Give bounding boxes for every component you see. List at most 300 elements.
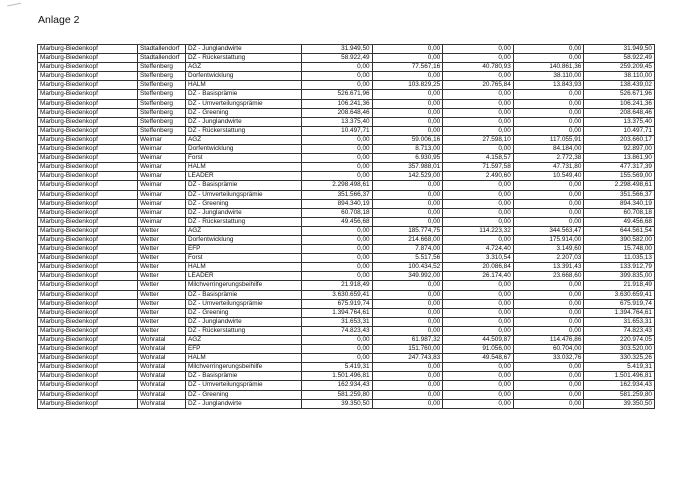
value-cell-2: 0,00 bbox=[372, 299, 443, 308]
landkreis-cell: Marburg-Biedenkopf bbox=[38, 63, 138, 72]
massnahme-cell: DZ - Basisprämie bbox=[186, 181, 302, 190]
value-cell-4: 0,00 bbox=[513, 399, 584, 408]
value-cell-1: 60.708,18 bbox=[302, 208, 373, 217]
massnahme-cell: AGZ bbox=[186, 63, 302, 72]
value-cell-2: 247.743,83 bbox=[372, 354, 443, 363]
value-cell-3: 0,00 bbox=[443, 399, 514, 408]
massnahme-cell: DZ - Junglandwirte bbox=[186, 45, 302, 54]
gemeinde-cell: Stadtallendorf bbox=[138, 45, 186, 54]
massnahme-cell: DZ - Rückerstattung bbox=[186, 126, 302, 135]
value-cell-3: 0,00 bbox=[443, 126, 514, 135]
value-cell-1: 0,00 bbox=[302, 81, 373, 90]
value-cell-3: 0,00 bbox=[443, 72, 514, 81]
value-cell-2: 5.517,56 bbox=[372, 254, 443, 263]
value-cell-3: 2.490,60 bbox=[443, 172, 514, 181]
gemeinde-cell: Wohratal bbox=[138, 354, 186, 363]
value-cell-4: 60.704,00 bbox=[513, 345, 584, 354]
value-cell-3: 0,00 bbox=[443, 326, 514, 335]
landkreis-cell: Marburg-Biedenkopf bbox=[38, 345, 138, 354]
massnahme-cell: DZ - Greening bbox=[186, 108, 302, 117]
gemeinde-cell: Wetter bbox=[138, 272, 186, 281]
massnahme-cell: AGZ bbox=[186, 135, 302, 144]
landkreis-cell: Marburg-Biedenkopf bbox=[38, 254, 138, 263]
value-cell-1: 0,00 bbox=[302, 254, 373, 263]
value-cell-4: 0,00 bbox=[513, 390, 584, 399]
landkreis-cell: Marburg-Biedenkopf bbox=[38, 226, 138, 235]
total-cell: 259.209,45 bbox=[584, 63, 655, 72]
massnahme-cell: Forst bbox=[186, 154, 302, 163]
value-cell-2: 0,00 bbox=[372, 54, 443, 63]
value-cell-1: 675.919,74 bbox=[302, 299, 373, 308]
massnahme-cell: DZ - Basisprämie bbox=[186, 290, 302, 299]
value-cell-1: 58.922,49 bbox=[302, 54, 373, 63]
value-cell-2: 61.987,32 bbox=[372, 336, 443, 345]
table-row bbox=[38, 399, 655, 408]
value-cell-3: 40.780,93 bbox=[443, 63, 514, 72]
landkreis-cell: Marburg-Biedenkopf bbox=[38, 163, 138, 172]
total-cell: 31.653,31 bbox=[584, 317, 655, 326]
value-cell-2: 142.529,00 bbox=[372, 172, 443, 181]
value-cell-4: 10.549,40 bbox=[513, 172, 584, 181]
gemeinde-cell: Weimar bbox=[138, 172, 186, 181]
value-cell-1: 0,00 bbox=[302, 72, 373, 81]
total-cell: 60.708,18 bbox=[584, 208, 655, 217]
landkreis-cell: Marburg-Biedenkopf bbox=[38, 372, 138, 381]
massnahme-cell: EFP bbox=[186, 245, 302, 254]
value-cell-3: 49.548,67 bbox=[443, 354, 514, 363]
value-cell-4: 0,00 bbox=[513, 317, 584, 326]
value-cell-1: 1.394.764,61 bbox=[302, 308, 373, 317]
value-cell-2: 59.006,16 bbox=[372, 135, 443, 144]
massnahme-cell: DZ - Junglandwirte bbox=[186, 117, 302, 126]
value-cell-3: 71.597,58 bbox=[443, 163, 514, 172]
value-cell-1: 0,00 bbox=[302, 354, 373, 363]
landkreis-cell: Marburg-Biedenkopf bbox=[38, 145, 138, 154]
value-cell-2: 0,00 bbox=[372, 290, 443, 299]
value-cell-2: 0,00 bbox=[372, 317, 443, 326]
value-cell-1: 0,00 bbox=[302, 272, 373, 281]
value-cell-4: 114.476,86 bbox=[513, 336, 584, 345]
value-cell-2: 0,00 bbox=[372, 326, 443, 335]
value-cell-2: 0,00 bbox=[372, 308, 443, 317]
gemeinde-cell: Wohratal bbox=[138, 363, 186, 372]
massnahme-cell: HALM bbox=[186, 354, 302, 363]
total-cell: 644.561,54 bbox=[584, 226, 655, 235]
value-cell-3: 0,00 bbox=[443, 290, 514, 299]
value-cell-4: 0,00 bbox=[513, 208, 584, 217]
landkreis-cell: Marburg-Biedenkopf bbox=[38, 308, 138, 317]
massnahme-cell: DZ - Umverteilungsprämie bbox=[186, 99, 302, 108]
scan-mark bbox=[7, 3, 23, 15]
massnahme-cell: DZ - Basisprämie bbox=[186, 372, 302, 381]
value-cell-1: 21.918,49 bbox=[302, 281, 373, 290]
value-cell-3: 0,00 bbox=[443, 90, 514, 99]
landkreis-cell: Marburg-Biedenkopf bbox=[38, 172, 138, 181]
value-cell-4: 0,00 bbox=[513, 190, 584, 199]
massnahme-cell: DZ - Umverteilungsprämie bbox=[186, 190, 302, 199]
value-cell-4: 3.149,60 bbox=[513, 245, 584, 254]
table-row bbox=[38, 299, 655, 308]
massnahme-cell: DZ - Junglandwirte bbox=[186, 317, 302, 326]
table-row bbox=[38, 172, 655, 181]
gemeinde-cell: Steffenberg bbox=[138, 99, 186, 108]
value-cell-2: 0,00 bbox=[372, 399, 443, 408]
total-cell: 38.110,00 bbox=[584, 72, 655, 81]
total-cell: 11.035,13 bbox=[584, 254, 655, 263]
gemeinde-cell: Wohratal bbox=[138, 381, 186, 390]
massnahme-cell: Milchverringerungsbeihilfe bbox=[186, 363, 302, 372]
value-cell-1: 894.340,19 bbox=[302, 199, 373, 208]
landkreis-cell: Marburg-Biedenkopf bbox=[38, 135, 138, 144]
massnahme-cell: Dorfentwicklung bbox=[186, 235, 302, 244]
value-cell-4: 47.731,80 bbox=[513, 163, 584, 172]
value-cell-4: 0,00 bbox=[513, 54, 584, 63]
total-cell: 208.648,46 bbox=[584, 108, 655, 117]
table-row bbox=[38, 126, 655, 135]
value-cell-2: 100.434,52 bbox=[372, 263, 443, 272]
value-cell-4: 33.032,76 bbox=[513, 354, 584, 363]
value-cell-3: 3.310,54 bbox=[443, 254, 514, 263]
table-row bbox=[38, 163, 655, 172]
table-row bbox=[38, 145, 655, 154]
gemeinde-cell: Wetter bbox=[138, 299, 186, 308]
landkreis-cell: Marburg-Biedenkopf bbox=[38, 90, 138, 99]
table-row bbox=[38, 272, 655, 281]
value-cell-2: 0,00 bbox=[372, 108, 443, 117]
table-row bbox=[38, 99, 655, 108]
landkreis-cell: Marburg-Biedenkopf bbox=[38, 363, 138, 372]
table-row bbox=[38, 208, 655, 217]
value-cell-1: 74.823,43 bbox=[302, 326, 373, 335]
value-cell-2: 0,00 bbox=[372, 208, 443, 217]
value-cell-4: 38.110,00 bbox=[513, 72, 584, 81]
value-cell-1: 0,00 bbox=[302, 336, 373, 345]
total-cell: 39.350,50 bbox=[584, 399, 655, 408]
value-cell-4: 0,00 bbox=[513, 108, 584, 117]
value-cell-2: 0,00 bbox=[372, 381, 443, 390]
massnahme-cell: LEADER bbox=[186, 272, 302, 281]
value-cell-2: 349.992,00 bbox=[372, 272, 443, 281]
landkreis-cell: Marburg-Biedenkopf bbox=[38, 390, 138, 399]
total-cell: 92.897,00 bbox=[584, 145, 655, 154]
table-row bbox=[38, 217, 655, 226]
landkreis-cell: Marburg-Biedenkopf bbox=[38, 399, 138, 408]
value-cell-2: 0,00 bbox=[372, 217, 443, 226]
total-cell: 13.375,40 bbox=[584, 117, 655, 126]
value-cell-4: 0,00 bbox=[513, 99, 584, 108]
table-row bbox=[38, 381, 655, 390]
total-cell: 10.497,71 bbox=[584, 126, 655, 135]
landkreis-cell: Marburg-Biedenkopf bbox=[38, 190, 138, 199]
table-row bbox=[38, 254, 655, 263]
landkreis-cell: Marburg-Biedenkopf bbox=[38, 208, 138, 217]
value-cell-3: 0,00 bbox=[443, 145, 514, 154]
massnahme-cell: LEADER bbox=[186, 172, 302, 181]
value-cell-1: 13.375,40 bbox=[302, 117, 373, 126]
value-cell-3: 0,00 bbox=[443, 181, 514, 190]
value-cell-3: 4.158,57 bbox=[443, 154, 514, 163]
gemeinde-cell: Weimar bbox=[138, 217, 186, 226]
table-row bbox=[38, 54, 655, 63]
value-cell-2: 7.874,00 bbox=[372, 245, 443, 254]
gemeinde-cell: Weimar bbox=[138, 181, 186, 190]
value-cell-1: 0,00 bbox=[302, 135, 373, 144]
gemeinde-cell: Wetter bbox=[138, 226, 186, 235]
value-cell-3: 44.509,87 bbox=[443, 336, 514, 345]
landkreis-cell: Marburg-Biedenkopf bbox=[38, 317, 138, 326]
massnahme-cell: AGZ bbox=[186, 226, 302, 235]
gemeinde-cell: Steffenberg bbox=[138, 117, 186, 126]
landkreis-cell: Marburg-Biedenkopf bbox=[38, 81, 138, 90]
value-cell-3: 4.724,40 bbox=[443, 245, 514, 254]
landkreis-cell: Marburg-Biedenkopf bbox=[38, 108, 138, 117]
value-cell-3: 26.174,40 bbox=[443, 272, 514, 281]
value-cell-1: 31.949,50 bbox=[302, 45, 373, 54]
value-cell-4: 23.668,60 bbox=[513, 272, 584, 281]
total-cell: 13.861,90 bbox=[584, 154, 655, 163]
value-cell-2: 0,00 bbox=[372, 99, 443, 108]
value-cell-4: 0,00 bbox=[513, 290, 584, 299]
value-cell-4: 0,00 bbox=[513, 90, 584, 99]
value-cell-1: 0,00 bbox=[302, 263, 373, 272]
gemeinde-cell: Wohratal bbox=[138, 390, 186, 399]
value-cell-1: 0,00 bbox=[302, 163, 373, 172]
table-row bbox=[38, 336, 655, 345]
table-row bbox=[38, 290, 655, 299]
value-cell-2: 0,00 bbox=[372, 372, 443, 381]
massnahme-cell: AGZ bbox=[186, 336, 302, 345]
massnahme-cell: Dorfentwicklung bbox=[186, 145, 302, 154]
gemeinde-cell: Weimar bbox=[138, 145, 186, 154]
value-cell-4: 0,00 bbox=[513, 126, 584, 135]
table-row bbox=[38, 245, 655, 254]
total-cell: 21.918,49 bbox=[584, 281, 655, 290]
landkreis-cell: Marburg-Biedenkopf bbox=[38, 245, 138, 254]
total-cell: 31.949,50 bbox=[584, 45, 655, 54]
value-cell-4: 0,00 bbox=[513, 372, 584, 381]
gemeinde-cell: Wohratal bbox=[138, 372, 186, 381]
value-cell-2: 6.930,95 bbox=[372, 154, 443, 163]
total-cell: 3.630.659,41 bbox=[584, 290, 655, 299]
value-cell-1: 0,00 bbox=[302, 345, 373, 354]
value-cell-1: 351.566,37 bbox=[302, 190, 373, 199]
value-cell-4: 344.563,47 bbox=[513, 226, 584, 235]
value-cell-1: 106.241,36 bbox=[302, 99, 373, 108]
value-cell-4: 0,00 bbox=[513, 199, 584, 208]
landkreis-cell: Marburg-Biedenkopf bbox=[38, 299, 138, 308]
massnahme-cell: HALM bbox=[186, 163, 302, 172]
landkreis-cell: Marburg-Biedenkopf bbox=[38, 126, 138, 135]
value-cell-2: 0,00 bbox=[372, 45, 443, 54]
table-row bbox=[38, 317, 655, 326]
total-cell: 399.835,00 bbox=[584, 272, 655, 281]
gemeinde-cell: Wetter bbox=[138, 281, 186, 290]
table-row bbox=[38, 135, 655, 144]
total-cell: 675.919,74 bbox=[584, 299, 655, 308]
value-cell-1: 581.259,80 bbox=[302, 390, 373, 399]
gemeinde-cell: Wetter bbox=[138, 308, 186, 317]
value-cell-1: 39.350,50 bbox=[302, 399, 373, 408]
total-cell: 1.501.496,81 bbox=[584, 372, 655, 381]
value-cell-1: 0,00 bbox=[302, 154, 373, 163]
value-cell-3: 114.223,32 bbox=[443, 226, 514, 235]
value-cell-3: 0,00 bbox=[443, 372, 514, 381]
gemeinde-cell: Steffenberg bbox=[138, 72, 186, 81]
table-row bbox=[38, 45, 655, 54]
value-cell-3: 0,00 bbox=[443, 363, 514, 372]
value-cell-2: 357.988,01 bbox=[372, 163, 443, 172]
gemeinde-cell: Steffenberg bbox=[138, 63, 186, 72]
gemeinde-cell: Wetter bbox=[138, 235, 186, 244]
table-row bbox=[38, 281, 655, 290]
value-cell-4: 0,00 bbox=[513, 363, 584, 372]
value-cell-4: 0,00 bbox=[513, 308, 584, 317]
gemeinde-cell: Stadtallendorf bbox=[138, 54, 186, 63]
table-row bbox=[38, 390, 655, 399]
table-row bbox=[38, 363, 655, 372]
table-row bbox=[38, 226, 655, 235]
massnahme-cell: Forst bbox=[186, 254, 302, 263]
massnahme-cell: HALM bbox=[186, 81, 302, 90]
landkreis-cell: Marburg-Biedenkopf bbox=[38, 381, 138, 390]
value-cell-1: 1.501.496,81 bbox=[302, 372, 373, 381]
value-cell-1: 49.456,68 bbox=[302, 217, 373, 226]
landkreis-cell: Marburg-Biedenkopf bbox=[38, 281, 138, 290]
table-row bbox=[38, 235, 655, 244]
value-cell-2: 0,00 bbox=[372, 199, 443, 208]
value-cell-4: 2.207,03 bbox=[513, 254, 584, 263]
value-cell-3: 0,00 bbox=[443, 190, 514, 199]
total-cell: 477.317,39 bbox=[584, 163, 655, 172]
value-cell-1: 208.648,46 bbox=[302, 108, 373, 117]
value-cell-4: 84.184,00 bbox=[513, 145, 584, 154]
value-cell-1: 31.653,31 bbox=[302, 317, 373, 326]
massnahme-cell: DZ - Greening bbox=[186, 199, 302, 208]
gemeinde-cell: Steffenberg bbox=[138, 90, 186, 99]
gemeinde-cell: Weimar bbox=[138, 154, 186, 163]
massnahme-cell: DZ - Greening bbox=[186, 390, 302, 399]
massnahme-cell: DZ - Greening bbox=[186, 308, 302, 317]
value-cell-4: 0,00 bbox=[513, 299, 584, 308]
landkreis-cell: Marburg-Biedenkopf bbox=[38, 290, 138, 299]
table-row bbox=[38, 372, 655, 381]
gemeinde-cell: Weimar bbox=[138, 135, 186, 144]
value-cell-3: 0,00 bbox=[443, 208, 514, 217]
total-cell: 526.671,96 bbox=[584, 90, 655, 99]
value-cell-4: 0,00 bbox=[513, 181, 584, 190]
total-cell: 162.934,43 bbox=[584, 381, 655, 390]
gemeinde-cell: Weimar bbox=[138, 199, 186, 208]
value-cell-1: 0,00 bbox=[302, 172, 373, 181]
massnahme-cell: Milchverringerungsbeihilfe bbox=[186, 281, 302, 290]
value-cell-2: 103.829,25 bbox=[372, 81, 443, 90]
total-cell: 74.823,43 bbox=[584, 326, 655, 335]
landkreis-cell: Marburg-Biedenkopf bbox=[38, 154, 138, 163]
value-cell-2: 0,00 bbox=[372, 72, 443, 81]
total-cell: 581.259,80 bbox=[584, 390, 655, 399]
value-cell-3: 0,00 bbox=[443, 217, 514, 226]
massnahme-cell: Dorfentwicklung bbox=[186, 72, 302, 81]
value-cell-1: 10.497,71 bbox=[302, 126, 373, 135]
gemeinde-cell: Weimar bbox=[138, 190, 186, 199]
total-cell: 303.520,00 bbox=[584, 345, 655, 354]
value-cell-4: 0,00 bbox=[513, 381, 584, 390]
table-row bbox=[38, 190, 655, 199]
value-cell-2: 8.713,00 bbox=[372, 145, 443, 154]
value-cell-2: 0,00 bbox=[372, 117, 443, 126]
table-row bbox=[38, 63, 655, 72]
value-cell-1: 162.934,43 bbox=[302, 381, 373, 390]
gemeinde-cell: Steffenberg bbox=[138, 126, 186, 135]
landkreis-cell: Marburg-Biedenkopf bbox=[38, 354, 138, 363]
value-cell-3: 20.086,84 bbox=[443, 263, 514, 272]
massnahme-cell: HALM bbox=[186, 263, 302, 272]
table-row bbox=[38, 72, 655, 81]
value-cell-3: 0,00 bbox=[443, 45, 514, 54]
table-row bbox=[38, 81, 655, 90]
landkreis-cell: Marburg-Biedenkopf bbox=[38, 272, 138, 281]
page-title: Anlage 2 bbox=[38, 14, 80, 26]
landkreis-cell: Marburg-Biedenkopf bbox=[38, 45, 138, 54]
value-cell-1: 0,00 bbox=[302, 145, 373, 154]
gemeinde-cell: Steffenberg bbox=[138, 108, 186, 117]
value-cell-3: 0,00 bbox=[443, 117, 514, 126]
massnahme-cell: DZ - Junglandwirte bbox=[186, 208, 302, 217]
value-cell-3: 0,00 bbox=[443, 108, 514, 117]
gemeinde-cell: Wetter bbox=[138, 254, 186, 263]
table-row bbox=[38, 181, 655, 190]
value-cell-3: 91.056,00 bbox=[443, 345, 514, 354]
landkreis-cell: Marburg-Biedenkopf bbox=[38, 263, 138, 272]
table-row bbox=[38, 199, 655, 208]
total-cell: 390.582,00 bbox=[584, 235, 655, 244]
massnahme-cell: DZ - Rückerstattung bbox=[186, 217, 302, 226]
value-cell-3: 0,00 bbox=[443, 308, 514, 317]
value-cell-3: 0,00 bbox=[443, 235, 514, 244]
table-row bbox=[38, 154, 655, 163]
table-row bbox=[38, 108, 655, 117]
value-cell-1: 3.630.659,41 bbox=[302, 290, 373, 299]
value-cell-1: 0,00 bbox=[302, 63, 373, 72]
value-cell-4: 0,00 bbox=[513, 117, 584, 126]
value-cell-4: 0,00 bbox=[513, 217, 584, 226]
table-row bbox=[38, 326, 655, 335]
massnahme-cell: DZ - Basisprämie bbox=[186, 90, 302, 99]
total-cell: 106.241,36 bbox=[584, 99, 655, 108]
massnahme-cell: DZ - Umverteilungsprämie bbox=[186, 299, 302, 308]
value-cell-2: 0,00 bbox=[372, 126, 443, 135]
gemeinde-cell: Wetter bbox=[138, 326, 186, 335]
value-cell-1: 2.298.498,61 bbox=[302, 181, 373, 190]
landkreis-cell: Marburg-Biedenkopf bbox=[38, 336, 138, 345]
value-cell-3: 0,00 bbox=[443, 54, 514, 63]
value-cell-4: 13.843,93 bbox=[513, 81, 584, 90]
value-cell-1: 5.419,31 bbox=[302, 363, 373, 372]
value-cell-3: 20.765,84 bbox=[443, 81, 514, 90]
table-row bbox=[38, 90, 655, 99]
value-cell-4: 117.055,91 bbox=[513, 135, 584, 144]
gemeinde-cell: Wohratal bbox=[138, 336, 186, 345]
table-row bbox=[38, 308, 655, 317]
total-cell: 1.394.764,61 bbox=[584, 308, 655, 317]
table-body bbox=[38, 45, 655, 409]
table-row bbox=[38, 263, 655, 272]
value-cell-2: 0,00 bbox=[372, 90, 443, 99]
total-cell: 894.340,19 bbox=[584, 199, 655, 208]
total-cell: 203.660,17 bbox=[584, 135, 655, 144]
massnahme-cell: DZ - Rückerstattung bbox=[186, 54, 302, 63]
value-cell-2: 77.567,16 bbox=[372, 63, 443, 72]
